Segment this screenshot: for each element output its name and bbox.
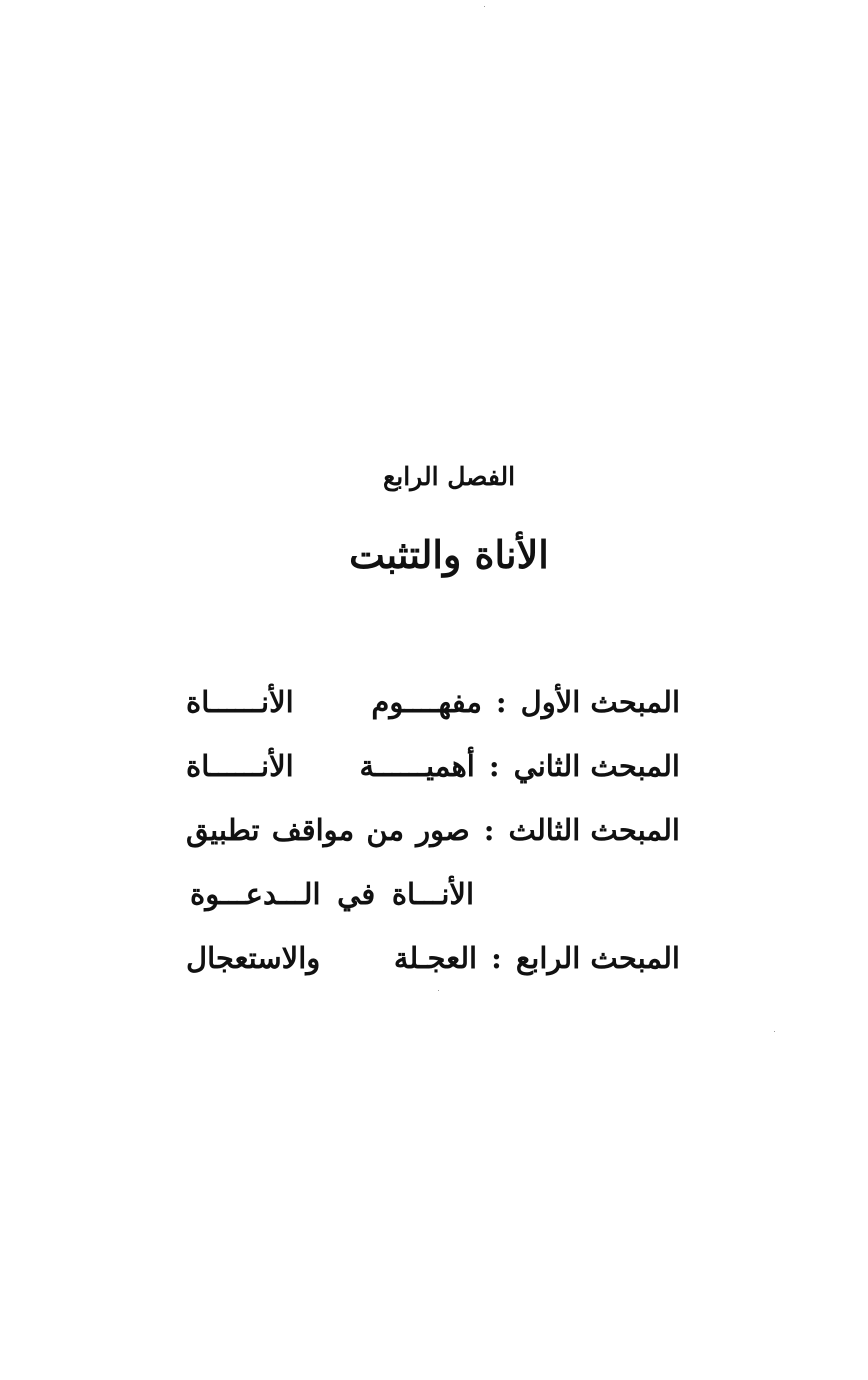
scan-speck xyxy=(774,1031,775,1032)
chapter-title: الأناة والتثبت xyxy=(349,532,549,577)
section-name: المبحث الرابع xyxy=(515,941,680,975)
section-row-3 xyxy=(186,798,680,862)
section-name: المبحث الثاني xyxy=(513,749,680,783)
sections-list xyxy=(186,670,680,990)
chapter-label: الفصل الرابع xyxy=(382,462,516,491)
section-topic-continuation: الأنـــاة في الـــدعـــوة xyxy=(190,877,474,911)
separator-colon: : xyxy=(488,749,500,783)
scan-speck xyxy=(438,990,439,991)
separator-colon: : xyxy=(491,941,502,975)
section-topic: العجـلة والاستعجال xyxy=(186,941,478,975)
section-row-3-continuation xyxy=(186,862,680,926)
section-name: المبحث الأول xyxy=(520,685,680,719)
section-row-4 xyxy=(186,926,680,990)
section-row-1 xyxy=(186,670,680,734)
separator-colon: : xyxy=(483,813,495,847)
separator-colon: : xyxy=(495,685,507,719)
section-topic: أهميــــــة الأنــــــاة xyxy=(186,749,475,783)
section-topic: صور من مواقف تطبيق xyxy=(186,813,470,847)
section-row-2 xyxy=(186,734,680,798)
scan-speck xyxy=(484,6,485,7)
section-topic: مفهــــوم الأنــــــاة xyxy=(186,685,482,719)
section-name: المبحث الثالث xyxy=(508,813,680,847)
